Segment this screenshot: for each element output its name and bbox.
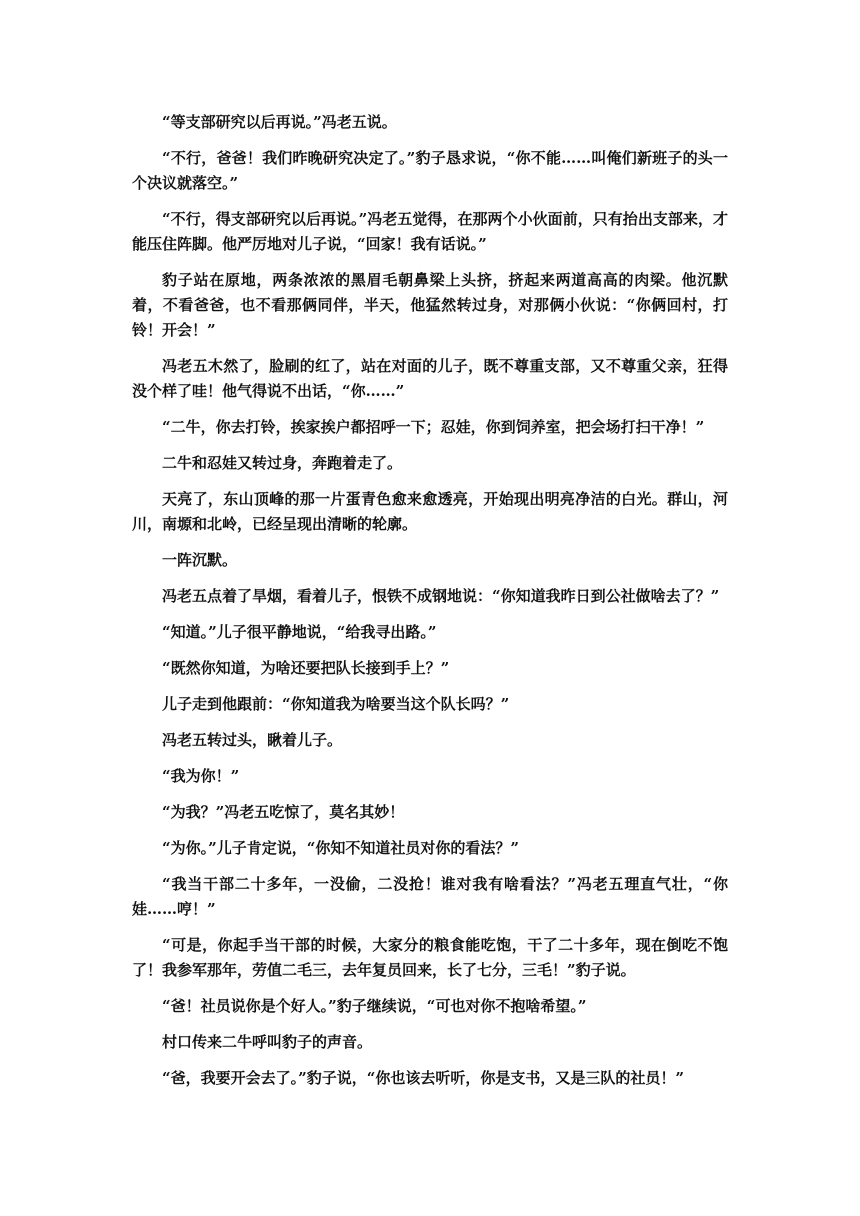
paragraph: 一阵沉默。 <box>162 551 238 569</box>
paragraph: “我当干部二十多年，一没偷，二没抢！谁对我有啥看法？”冯老五理直气壮，“你娃……哼！” <box>132 875 728 918</box>
paragraph: 冯老五点着了旱烟，看着儿子，恨铁不成钢地说：“你知道我昨日到公社做啥去了？” <box>162 587 720 605</box>
paragraph: “我为你！” <box>162 767 240 785</box>
paragraph: “不行，得支部研究以后再说。”冯老五觉得，在那两个小伙面前，只有抬出支部来，才能压住阵脚。他严厉地对儿子说，“回家！我有话说。” <box>132 210 728 253</box>
paragraph: 冯老五转过头，瞅着儿子。 <box>162 731 343 749</box>
paragraph: 天亮了，东山顶峰的那一片蛋青色愈来愈透亮，开始现出明亮净洁的白光。群山，河川，南塬和北岭，已经呈现出清晰的轮廓。 <box>132 490 728 533</box>
paragraph: “等支部研究以后再说。”冯老五说。 <box>162 113 397 131</box>
paragraph: “不行，爸爸！我们昨晚研究决定了。”豹子恳求说，“你不能……叫俺们新班子的头一个决议就落空。” <box>132 149 728 192</box>
paragraph: “可是，你起手当干部的时候，大家分的粮食能吃饱，干了二十多年，现在倒吃不饱了！我参军那年，劳值二毛三，去年复员回来，长了七分，三毛！”豹子说。 <box>132 936 728 979</box>
paragraph: “二牛，你去打铃，挨家挨户都招呼一下；忍娃，你到饲养室，把会场打扫干净！” <box>162 418 705 436</box>
document-body <box>132 110 728 1102</box>
paragraph: “为我？”冯老五吃惊了，莫名其妙！ <box>162 803 405 821</box>
paragraph: 冯老五木然了，脸刷的红了，站在对面的儿子，既不尊重支部，又不尊重父亲，狂得没个样了哇！他气得说不出话，“你……” <box>132 357 728 400</box>
paragraph: 村口传来二牛呼叫豹子的声音。 <box>162 1033 373 1051</box>
paragraph: 豹子站在原地，两条浓浓的黑眉毛朝鼻梁上头挤，挤起来两道高高的肉梁。他沉默着，不看爸爸，也不看那俩同伴，半天，他猛然转过身，对那俩小伙说：“你俩回村，打铃！开会！” <box>132 271 728 339</box>
paragraph: “爸，我要开会去了。”豹子说，“你也该去听听，你是支书，又是三队的社员！” <box>162 1069 685 1087</box>
paragraph: 二牛和忍娃又转过身，奔跑着走了。 <box>162 454 403 472</box>
paragraph: “爸！社员说你是个好人。”豹子继续说，“可也对你不抱啥希望。” <box>162 997 587 1015</box>
paragraph: “为你。”儿子肯定说，“你知不知道社员对你的看法？” <box>162 839 520 857</box>
paragraph: 儿子走到他跟前：“你知道我为啥要当这个队长吗？” <box>162 695 510 713</box>
paragraph: “知道。”儿子很平静地说，“给我寻出路。” <box>162 623 437 641</box>
paragraph: “既然你知道，为啥还要把队长接到手上？” <box>162 659 450 677</box>
